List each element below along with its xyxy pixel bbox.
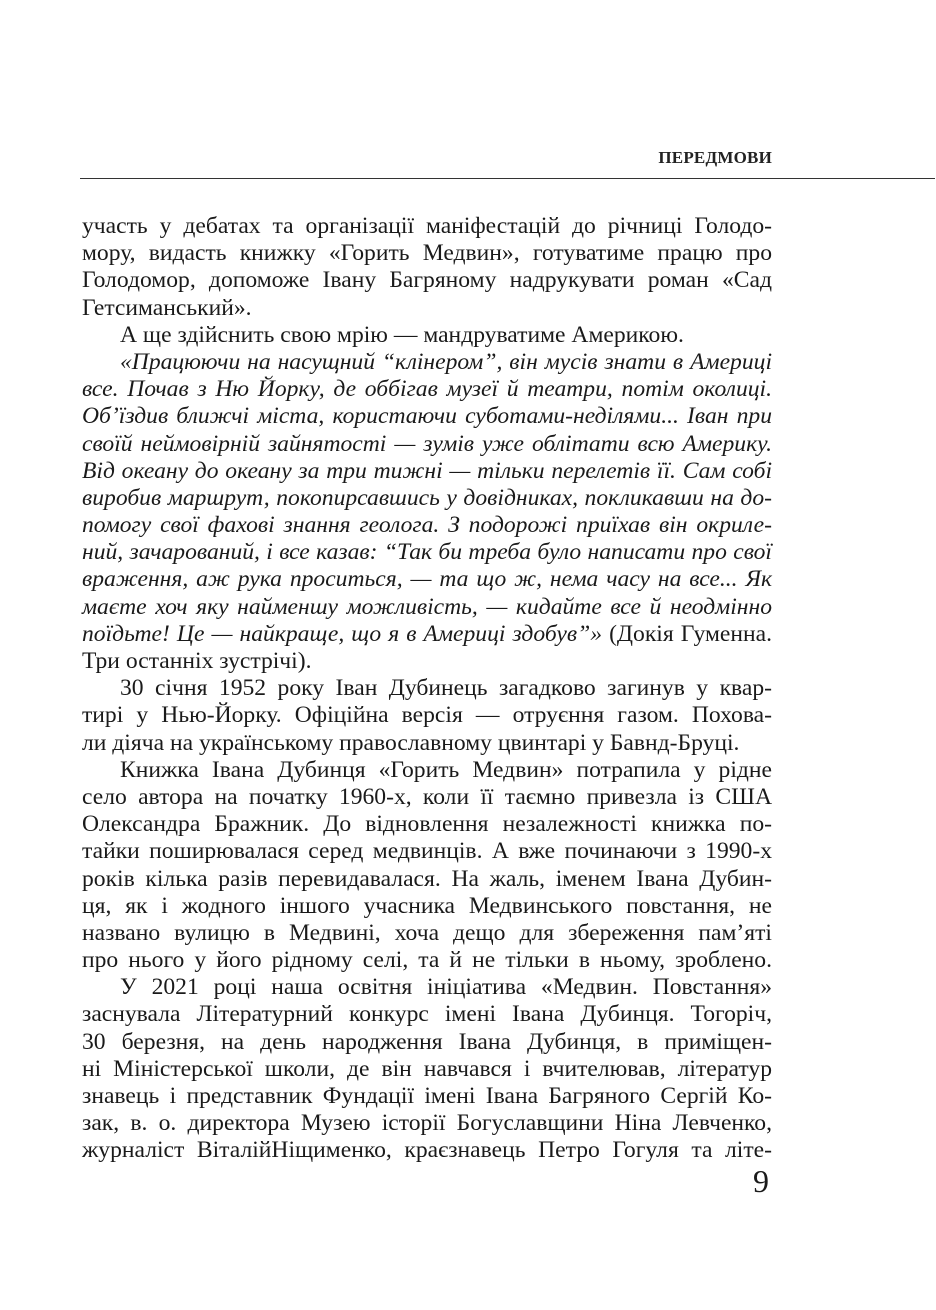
text-line: 30 січня 1952 року Іван Дубинець загадково загинув у квар- [120, 675, 772, 702]
quote-line: враження, аж рука проситься, — та що ж, нема часу на все... Як [82, 566, 772, 593]
quote-line: помогу свої фахові знання геолога. З подорожі приїхав він окриле- [82, 512, 772, 539]
quote-line: виробив маршрут, покопирсавшись у довідниках, покликавши на до- [82, 484, 772, 511]
text-line: зак, в. о. директора Музею історії Богуславщини Ніна Левченко, [82, 1110, 772, 1137]
text-line: тирі у Нью-Йорку. Офіційна версія — отруєння газом. Похова- [82, 702, 772, 729]
quote-line: Від океану до океану за три тижні — тільки перелетів її. Сам собі [82, 457, 772, 484]
quote-line: своїй неймовірній зайнятості — зумів уже облітати всю Америку. [82, 430, 772, 457]
quote-line: маєте хоч яку найменшу можливість, — кидайте все й неодмінно [82, 593, 772, 620]
text-line: Гетсиманський». [82, 294, 252, 321]
running-head: ПЕРЕДМОВИ [658, 148, 772, 167]
text-line: Голодомор, допоможе Івану Багряному надрукувати роман «Сад [82, 267, 772, 294]
quote-line: Об’їздив ближчі міста, користаючи суботами-неділями... Іван при [82, 403, 772, 430]
quote-line: ний, зачарований, і все казав: “Так би треба було написати про свої [82, 539, 772, 566]
text-line-mixed [82, 621, 772, 648]
text-line: участь у дебатах та організації маніфестацій до річниці Голодо- [82, 213, 772, 239]
text-line: Три останніх зустрічі). [82, 648, 312, 674]
quote-line: «Працюючи на насущний “клінером”, він мусів знати в Америці [120, 348, 772, 375]
text-line: ця, як і жодного іншого учасника Медвинського повстання, не [82, 892, 772, 919]
page-number: 9 [753, 1163, 769, 1199]
text-line: знавець і представник Фундації імені Івана Багряного Сергій Ко- [82, 1083, 772, 1109]
text-line: село автора на початку 1960-х, коли її таємно привезла із США [82, 783, 772, 810]
text-line: років кілька разів перевидавалася. На жаль, іменем Івана Дубин- [82, 865, 772, 892]
quote-fragment: поїдьте! Це — найкраще, що я в Америці здобув”» [82, 620, 603, 647]
text-line: ні Міністерської школи, де він навчався і вчителював, літератур [82, 1055, 772, 1082]
text-line: про нього у його рідному селі, та й не тільки в ньому, зроблено. [82, 947, 772, 974]
text-line: названо вулицю в Медвині, хоча дещо для збереження пам’яті [82, 919, 772, 946]
text-line: А ще здійснить свою мрію — мандруватиме Америкою. [120, 321, 684, 348]
quote-line: все. Почав з Ню Йорку, де оббігав музеї й театри, потім околиці. [82, 376, 772, 403]
header-rule [80, 178, 935, 179]
citation-fragment: (Докія Гуменна. [602, 620, 772, 647]
text-line: тайки поширювалася серед медвинців. А вже починаючи з 1990-х [82, 838, 772, 865]
text-line: 30 березня, на день народження Івана Дубинця, в приміщен- [82, 1028, 772, 1055]
text-line: мору, видасть книжку «Горить Медвин», готуватиме працю про [82, 240, 772, 267]
body-text [82, 213, 772, 1165]
text-line: Олександра Бражник. До відновлення незалежності книжка по- [82, 811, 772, 838]
text-line: ли діяча на українському православному цвинтарі у Бавнд-Бруці. [82, 729, 740, 756]
text-line: журналіст ВіталійНіщименко, краєзнавець Петро Гогуля та літе- [82, 1137, 772, 1164]
text-line: заснувала Літературний конкурс імені Івана Дубинця. Тогоріч, [82, 1001, 772, 1028]
text-line: Книжка Івана Дубинця «Горить Медвин» потрапила у рідне [120, 756, 772, 783]
text-line: У 2021 році наша освітня ініціатива «Медвин. Повстання» [120, 974, 772, 1001]
